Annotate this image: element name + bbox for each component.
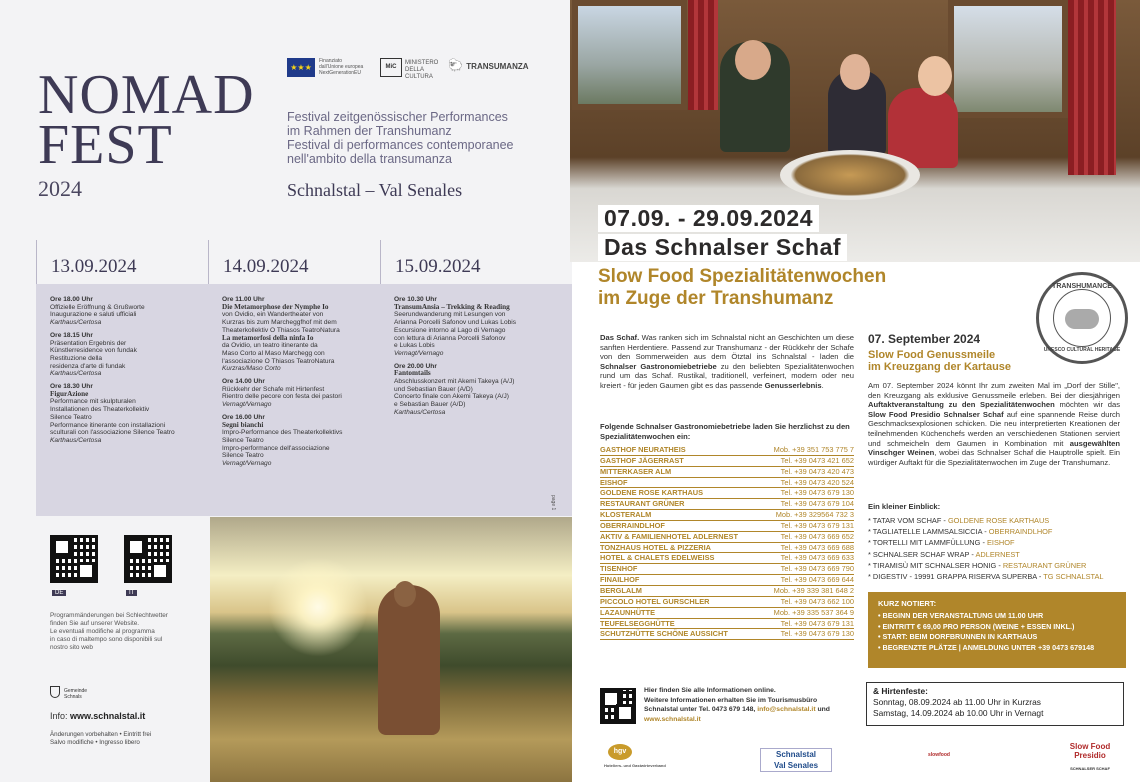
festival-tagline: Festival zeitgenössischer Performances im Rahmen der Transhumanz Festival di performances contemporanee nell'ambito della transumanza (287, 110, 514, 166)
vendor-row (600, 445, 854, 456)
glimpse-dish: * DIGESTIV - 19991 GRAPPA RISERVA SUPERBA - (868, 572, 1044, 582)
event-location: Karthaus/Certosa (50, 319, 102, 327)
weeks-date-range: 07.09. - 29.09.2024 (598, 205, 819, 232)
vendor-name: TEUFELSEGGHÜTTE (600, 618, 675, 628)
vendor-name: KLOSTERALM (600, 510, 652, 520)
schnalstal-logo: Schnalstal Val Senales (760, 748, 832, 772)
qr-code-it[interactable] (124, 535, 172, 583)
vendor-phone: Tel. +39 0473 679 104 (780, 499, 854, 509)
glimpse-restaurant: OBERRAINDLHOF (988, 527, 1053, 537)
event-location: Karthaus/Certosa (394, 408, 446, 416)
vendor-row (600, 532, 854, 543)
programme-event (394, 296, 552, 358)
event-line: Restituzione della (50, 354, 103, 362)
event-location: Vernagt/Vernago (394, 349, 444, 357)
glimpse-restaurant: RESTAURANT GRÜNER (1002, 560, 1087, 570)
event-line: Escursione intorno al Lago di Vernago (394, 326, 506, 334)
day-date: 15.09.2024 (380, 240, 552, 284)
event-line: sculturali con l'associazione Silence Teatro (50, 429, 175, 437)
event-line: Theaterkollektiv O Thiasos TeatroNatura (222, 326, 340, 334)
municipality-crest-icon (50, 686, 60, 698)
event-name: Die Metamorphose der Nymphe Io (222, 302, 329, 311)
glimpse-item (868, 560, 1123, 571)
eu-flag-icon: ★★★ (287, 58, 315, 77)
vendor-phone: Tel. +39 0473 679 130 (780, 629, 854, 639)
event-line: Abschlusskonzert mit Akemi Takeya (A/J) (394, 378, 515, 386)
event-line: Performance itinerante con installazioni (50, 421, 166, 429)
glimpse-item (868, 571, 1123, 582)
day-date: 13.09.2024 (36, 240, 208, 284)
vendor-name: SCHUTZHÜTTE SCHÖNE AUSSICHT (600, 629, 728, 639)
weeks-title: Das Schnalser Schaf (598, 234, 847, 261)
vendor-name: FINAILHOF (600, 575, 640, 585)
qr-code-info[interactable] (600, 688, 636, 724)
vendor-row (600, 597, 854, 608)
glimpse-dish: * SCHNALSER SCHAF WRAP - (868, 549, 976, 559)
hirtenfeste-box: & Hirtenfeste: Sonntag, 08.09.2024 ab 11.00 Uhr in Kurzras Samstag, 14.09.2024 ab 10.00 Uhr in Vernagt (866, 682, 1124, 726)
event-time: Ore 10.30 Uhr (394, 296, 437, 303)
glimpse-title: Ein kleiner Einblick: (868, 502, 941, 511)
glimpse-item (868, 537, 1123, 548)
vendor-name: RESTAURANT GRÜNER (600, 499, 685, 509)
event-time: Ore 14.00 Uhr (222, 378, 265, 386)
event-line: Concerto finale con Akemi Takeya (A/J) (394, 393, 509, 401)
event-line: Offizielle Eröffnung & Grußworte (50, 303, 145, 311)
vendor-list (600, 445, 854, 640)
vendor-phone: Tel. +39 0473 669 633 (780, 553, 854, 563)
event-line: Künstlerresidence von fundak (50, 347, 137, 355)
vendor-row (600, 499, 854, 510)
kurz-notiert-box: KURZ NOTIERT: • BEGINN DER VERANSTALTUNG UM 11.00 UHR • EINTRITT € 69,00 PRO PERSON (WEINE + ESSEN INKL.) • START: BEIM DORFBRUNNEN IN KARTHAUS • BEGRENZTE PLÄTZE | ANMELDUNG UNTER +39 0473 679148 (868, 592, 1126, 668)
event-line: Silence Teatro (222, 452, 264, 460)
day-date: 14.09.2024 (208, 240, 380, 284)
vendor-phone: Tel. +39 0473 679 130 (780, 488, 854, 498)
event-line: Seerundwanderung mit Lesungen von (394, 311, 506, 319)
event-time: Ore 16.00 Uhr (222, 413, 265, 421)
programme-event (394, 363, 552, 417)
genussmeile-title: Slow Food Genussmeile im Kreuzgang der Kartause (868, 349, 1012, 373)
window-left (572, 0, 687, 110)
event-line: Performance mit skulpturalen (50, 398, 136, 406)
vendor-phone: Tel. +39 0473 669 644 (780, 575, 854, 585)
vendor-phone: Tel. +39 0473 679 131 (780, 520, 854, 530)
festival-year: 2024 (38, 176, 82, 201)
glimpse-dish: * TAGLIATELLE LAMMSALSICCIA - (868, 527, 989, 537)
event-location: Kurzras/Maso Corto (222, 365, 281, 373)
event-time: Ore 18.00 Uhr (50, 296, 93, 303)
programme-event (222, 378, 380, 409)
vendor-phone: Tel. +39 0473 662 100 (780, 596, 854, 606)
event-name: Segni bianchi (222, 420, 264, 429)
municipality-name: Gemeinde Schnals (64, 688, 88, 700)
day-column-3 (380, 240, 552, 422)
day-column-2 (208, 240, 380, 473)
window-right (948, 0, 1068, 118)
event-line: und Sebastian Bauer (A/D) (394, 385, 473, 393)
programme-event (50, 296, 208, 327)
event-time: Ore 20.00 Uhr (394, 362, 437, 370)
event-line: Kurzras bis zum Marcheggfhof mit dem (222, 319, 337, 327)
page-marker: page 1 (550, 495, 556, 511)
transumanza-logo: 🐑 TRANSUMANZA (448, 58, 529, 72)
event-location: Karthaus/Certosa (50, 436, 102, 444)
diner-woman-2-head (918, 56, 952, 96)
vendor-phone: Tel. +39 0473 679 131 (780, 618, 854, 628)
glimpse-dish: * TIRAMISÙ MIT SCHNALSER HONIG - (868, 560, 1003, 570)
info-line: Info: www.schnalstal.it (50, 711, 146, 721)
ministry-logo: MiC (380, 58, 402, 77)
vendor-phone: Tel. +39 0473 669 652 (780, 531, 854, 541)
vendor-row (600, 629, 854, 640)
sun-glow (268, 557, 368, 657)
hgv-logo: hgv (608, 744, 632, 760)
event-name: La metamorfosi della ninfa Io (222, 333, 314, 342)
diner-man-head (735, 40, 771, 80)
eu-funding-text: Finanziato dall'Unione europea NextGenerationEU (319, 58, 364, 76)
vendor-name: OBERRAINDLHOF (600, 520, 665, 530)
qr-label-it: IT (126, 590, 137, 596)
vendor-phone: Mob. +39 351 753 775 7 (773, 445, 854, 454)
vendor-phone: Mob. +39 339 381 648 2 (773, 585, 854, 595)
vendor-phone: Mob. +39 329564 732 3 (775, 510, 854, 520)
genussmeile-text: Am 07. September 2024 könnt Ihr zum zweiten Mal im „Dorf der Stille", den Kreuzgang als exklusive Genussmeile erleben. Bei der diesjährigen Auftaktveranstaltung zu den Spezialitätenwochen möchten wir das Slow Food Presidio Schnalser Schaf auf eine spannende Reise durch Geschmacksexplosionen schicken. Die neu interpretierten Kreationen der teilnehmenden Küchenchefs werden an verschiedenen Stationen serviert und schmeicheln dem Gaumen in Kombination mit ausgewählten Vinschger Weinen, wobei das Schnalser Schaf die Hauptrolle spielt. Ein würdiger Auftakt für die Spezialitätenwochen im Zuge der Transhumanz. (868, 381, 1120, 467)
event-line: da Ovidio, un teatro itinerante da (222, 342, 318, 350)
unesco-transhumance-seal: TRANSHUMANCE UNESCO CULTURAL HERITAGE (1036, 272, 1128, 364)
event-line: Arianna Porcelli Safonov und Lukas Lobis (394, 319, 517, 327)
event-line: e Sebastian Bauer (A/D) (394, 401, 466, 409)
vendor-row (600, 488, 854, 499)
vendor-phone: Mob. +39 335 537 364 9 (773, 607, 854, 617)
vendor-name: GASTHOF NEURATHEIS (600, 445, 686, 454)
event-time: Ore 11.00 Uhr (222, 296, 265, 303)
glimpse-restaurant: ADLERNEST (975, 549, 1020, 559)
glimpse-list (868, 515, 1123, 582)
qr-label-de: DE (52, 590, 66, 596)
slowfood-small-logo: slowfood (928, 752, 950, 758)
vendor-name: EISHOF (600, 477, 628, 487)
event-name: TransumAnsia – Trekking & Reading (394, 302, 510, 311)
event-time: Ore 18.30 Uhr (50, 383, 93, 391)
event-line: Silence Teatro (222, 436, 264, 444)
festival-place: Schnalstal – Val Senales (287, 180, 463, 200)
ministry-text: MINISTERO DELLA CULTURA (405, 60, 439, 80)
vendor-name: TONZHAUS HOTEL & PIZZERIA (600, 542, 711, 552)
food-platter (780, 150, 920, 200)
vendor-row (600, 543, 854, 554)
vendor-row (600, 478, 854, 489)
event-line: von Ovidio, ein Wandertheater von (222, 311, 324, 319)
curtain-left (688, 0, 718, 110)
programme-event (50, 332, 208, 378)
vendor-row (600, 467, 854, 478)
vendor-row (600, 575, 854, 586)
event-name: Fantomtails (394, 369, 431, 378)
vendor-row (600, 608, 854, 619)
glimpse-item (868, 515, 1123, 526)
event-location: Vernagt/Vernago (222, 460, 272, 468)
vendor-row (600, 510, 854, 521)
sheep-icon (1065, 309, 1099, 329)
glimpse-dish: * TATAR VOM SCHAF - (868, 516, 948, 525)
vendor-name: MITTERKASER ALM (600, 466, 672, 476)
vendor-row (600, 564, 854, 575)
vendor-name: HOTEL & CHALETS EDELWEISS (600, 553, 715, 563)
event-line: Impro-Performance des Theaterkollektivs (222, 429, 343, 437)
programme-event (222, 296, 380, 373)
info-email-link[interactable]: info@schnalstal.it (757, 706, 816, 714)
vendor-row (600, 456, 854, 467)
event-line: Inaugurazione e saluti ufficiali (50, 311, 137, 319)
curtain-right (1068, 0, 1116, 175)
weather-note: Programmänderungen bei Schlechtwetter finden Sie auf unserer Website. Le eventuali modifiche al programma in caso di maltempo sono disponibili sul nostro sito web (50, 612, 168, 651)
programme-event (50, 383, 208, 445)
info-link[interactable]: www.schnalstal.it (70, 711, 146, 721)
vendor-name: GOLDENE ROSE KARTHAUS (600, 488, 704, 498)
event-location: Karthaus/Certosa (50, 370, 102, 378)
vendor-name: PICCOLO HOTEL GURSCHLER (600, 596, 710, 606)
vendor-phone: Tel. +39 0473 420 473 (780, 466, 854, 476)
glimpse-restaurant: EISHOF (986, 538, 1015, 548)
schaf-intro: Das Schaf. Was ranken sich im Schnalstal nicht an Geschichten um diese sanften Herdentiere. Passend zur Transhumanz - der Rückkehr der Schafe von den Sommerweiden aus dem Ötztal ins Schnalstal - laden die Schnalser Gastronomiebetriebe zu den beliebten Spezialitätenwochen rund um das Schaf. Rustikal, traditionell, verfeinert, modern oder neu kreiert - für jeden Gaumen gibt es das passende Genusserlebnis. (600, 333, 855, 390)
vendor-row (600, 553, 854, 564)
vendor-list-intro: Folgende Schnalser Gastronomiebetriebe laden Sie herzlichst zu den Spezialitätenwochen ein: (600, 422, 850, 441)
event-line: Rientro delle pecore con festa dei pastori (222, 393, 342, 401)
event-time: Ore 18.15 Uhr (50, 331, 93, 339)
hgv-subtitle: Hoteliers- und Gastwirteverband (604, 763, 666, 768)
glimpse-item (868, 526, 1123, 537)
event-line: Präsentation Ergebnis der (50, 339, 127, 347)
event-line: residenza d'arte di fundak (50, 362, 126, 370)
vendor-row (600, 586, 854, 597)
glimpse-restaurant: TG SCHNALSTAL (1043, 572, 1104, 582)
event-name: FigurAzione (50, 389, 89, 398)
vendor-name: TISENHOF (600, 564, 638, 574)
event-line: Impro-performance dell'associazione (222, 444, 330, 452)
sheep-icon: 🐑 (448, 58, 463, 72)
vendor-name: BERGLALM (600, 585, 642, 595)
vendor-phone: Tel. +39 0473 420 524 (780, 477, 854, 487)
vendor-phone: Tel. +39 0473 669 688 (780, 542, 854, 552)
glimpse-restaurant: GOLDENE ROSE KARTHAUS (947, 516, 1050, 525)
qr-code-de[interactable] (50, 535, 98, 583)
slow-food-presidio-subtitle: SCHNALSER SCHAF (1070, 766, 1110, 771)
vendor-name: LAZAUNHÜTTE (600, 607, 656, 617)
event-line: Installationen des Theaterkollektiv (50, 406, 150, 414)
vendor-row (600, 619, 854, 630)
glimpse-item (868, 549, 1123, 560)
glimpse-dish: * TORTELLI MIT LAMMFÜLLUNG - (868, 538, 987, 548)
event-location: Vernagt/Vernago (222, 401, 272, 409)
woman-head (394, 581, 416, 607)
event-line: con lettura di Arianna Porcelli Safonov (394, 334, 506, 342)
diner-woman-1-head (840, 54, 870, 90)
day-column-1 (36, 240, 208, 450)
event-line: l'associazione O Thiasos TeatroNatura (222, 357, 335, 365)
slow-food-presidio-logo: Slow Food Presidio (1069, 742, 1111, 760)
vendor-phone: Tel. +39 0473 421 652 (780, 455, 854, 465)
event-line: Rückkehr der Schafe mit Hirtenfest (222, 385, 325, 393)
vendor-name: GASTHOF JÄGERRAST (600, 455, 684, 465)
vendor-row (600, 521, 854, 532)
photo-woman-in-field (210, 517, 572, 782)
vendor-phone: Tel. +39 0473 669 790 (780, 564, 854, 574)
genussmeile-date: 07. September 2024 (868, 332, 981, 346)
woman-figure (378, 585, 440, 735)
programme-event (222, 414, 380, 468)
weeks-subtitle: Slow Food Spezialitätenwochen im Zuge der Transhumanz (598, 266, 887, 309)
info-website-link[interactable]: www.schnalstal.it (644, 715, 701, 723)
event-line: Silence Teatro (50, 413, 92, 421)
event-line: Maso Corto al Maso Marchegg con (222, 349, 325, 357)
tourism-info: Hier finden Sie alle Informationen online. Weitere Informationen erhalten Sie im Tourismusbüro Schnalstal unter Tel. 0473 679 148, info@schnalstal.it und www.schnalstal.it (644, 686, 869, 724)
fine-print: Änderungen vorbehalten • Eintritt frei Salvo modifiche • Ingresso libero (50, 731, 152, 746)
festival-title: NOMAD FEST (38, 64, 255, 176)
event-line: e Lukas Lobis (394, 342, 435, 350)
vendor-name: AKTIV & FAMILIENHOTEL ADLERNEST (600, 531, 738, 541)
